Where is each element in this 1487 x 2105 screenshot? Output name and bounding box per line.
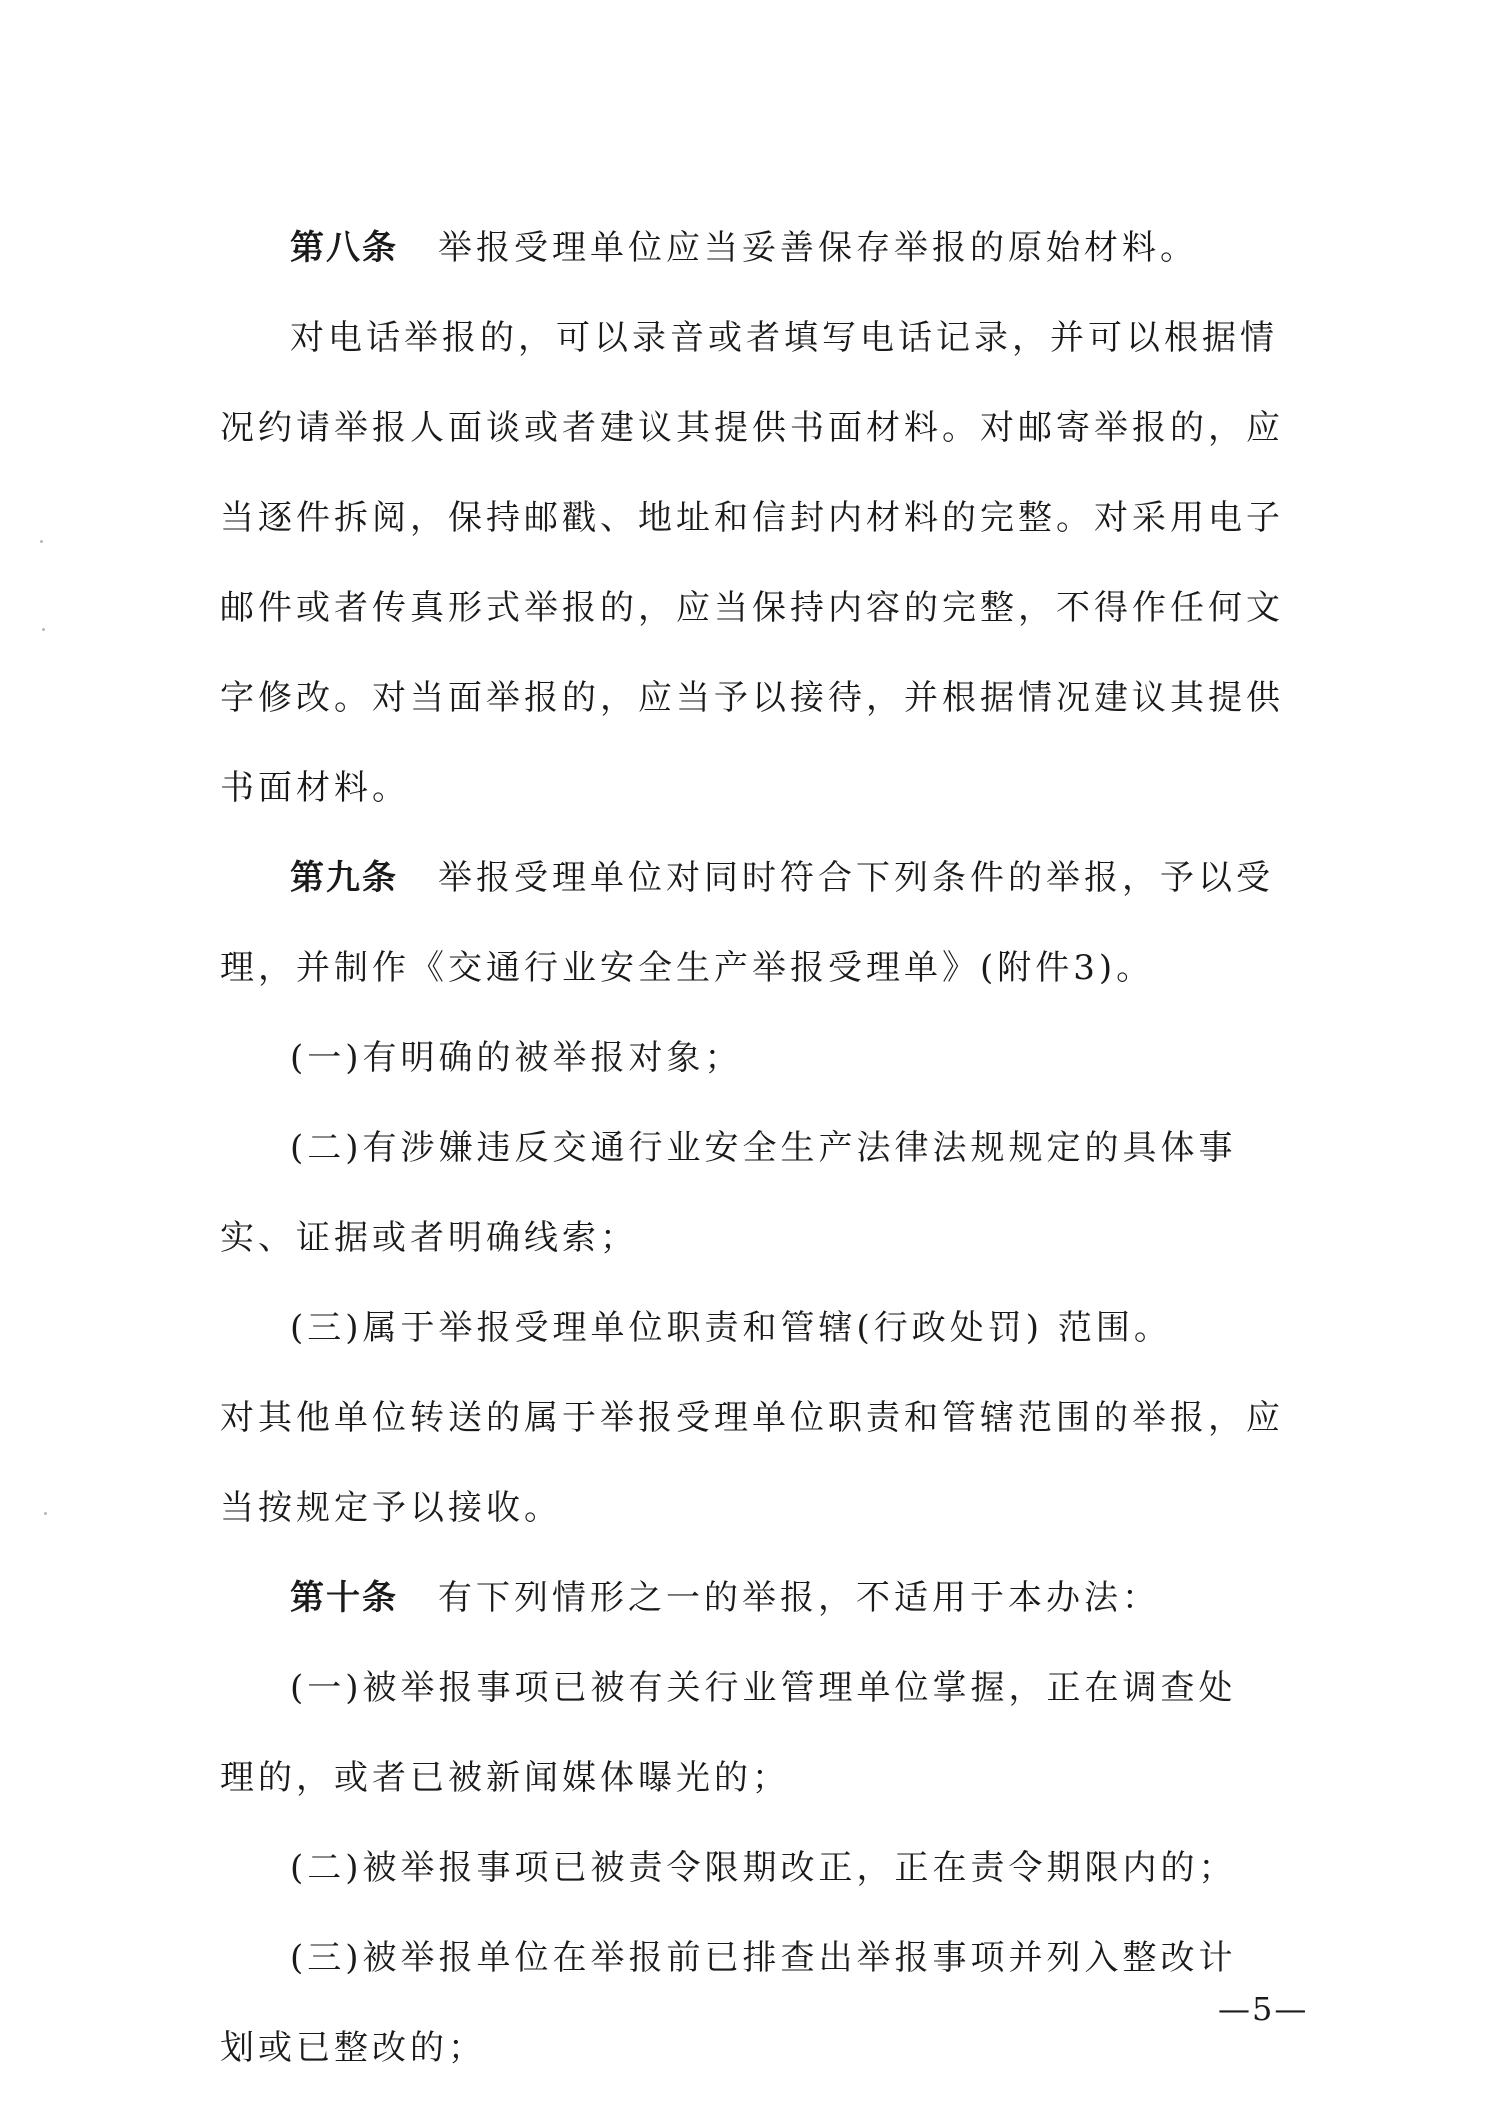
page-number: —5— — [1218, 1990, 1309, 2028]
article-8-first-line — [290, 228, 1198, 268]
article-8-line: 对电话举报的，可以录音或者填写电话记录，并可以根据情 — [290, 318, 1278, 358]
article-9-line: 实、证据或者明确线索； — [220, 1218, 638, 1258]
article-9-line: 当按规定予以接收。 — [220, 1488, 562, 1528]
article-8-line: 当逐件拆阅，保持邮戳、地址和信封内材料的完整。对采用电子 — [220, 498, 1284, 538]
article-10-item: (一)被举报事项已被有关行业管理单位掌握，正在调查处 — [290, 1668, 1237, 1708]
article-9-first-line — [290, 858, 1274, 898]
scan-speck — [42, 628, 45, 631]
article-10-line: 理的，或者已被新闻媒体曝光的； — [220, 1758, 790, 1798]
article-9-heading: 第九条 — [290, 858, 398, 898]
article-9-item: (二)有涉嫌违反交通行业安全生产法律法规规定的具体事 — [290, 1128, 1237, 1168]
article-8-line: 书面材料。 — [220, 768, 410, 808]
article-9-line: 理，并制作《交通行业安全生产举报受理单》(附件3)。 — [220, 948, 1155, 988]
article-10-first-line — [290, 1578, 1160, 1618]
article-9-text: 举报受理单位对同时符合下列条件的举报，予以受 — [438, 858, 1274, 898]
scan-speck — [44, 1512, 47, 1515]
article-8-line: 邮件或者传真形式举报的，应当保持内容的完整，不得作任何文 — [220, 588, 1284, 628]
article-8-line: 况约请举报人面谈或者建议其提供书面材料。对邮寄举报的，应 — [220, 408, 1284, 448]
article-10-item: (二)被举报事项已被责令限期改正，正在责令期限内的； — [290, 1848, 1237, 1888]
article-10-line: 划或已整改的； — [220, 2028, 486, 2068]
article-8-text: 举报受理单位应当妥善保存举报的原始材料。 — [438, 228, 1198, 268]
article-9-item: (一)有明确的被举报对象； — [290, 1038, 743, 1078]
scan-speck — [40, 540, 43, 543]
article-8-heading: 第八条 — [290, 228, 398, 268]
article-8-line: 字修改。对当面举报的，应当予以接待，并根据情况建议其提供 — [220, 678, 1284, 718]
article-9-line: 对其他单位转送的属于举报受理单位职责和管辖范围的举报，应 — [220, 1398, 1284, 1438]
article-9-item: (三)属于举报受理单位职责和管辖(行政处罚) 范围。 — [290, 1308, 1172, 1348]
article-10-heading: 第十条 — [290, 1578, 398, 1618]
article-10-text: 有下列情形之一的举报，不适用于本办法： — [438, 1578, 1160, 1618]
article-10-item: (三)被举报单位在举报前已排查出举报事项并列入整改计 — [290, 1938, 1237, 1978]
